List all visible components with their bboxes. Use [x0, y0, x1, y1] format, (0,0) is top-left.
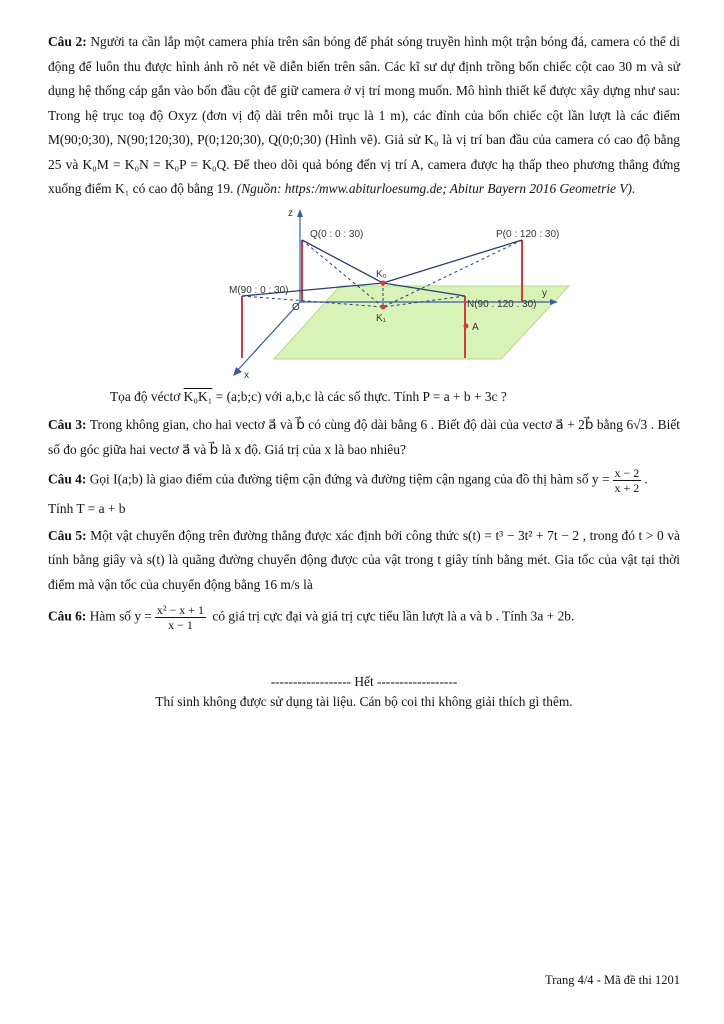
question-2-task: Tọa độ véctơ K₀K₁ = (a;b;c) với a,b,c là các số thực. Tính P = a + b + 3c ?	[110, 388, 507, 404]
label-P: P(0 : 120 : 30)	[496, 228, 560, 240]
question-4-task: Tính T = a + b	[48, 501, 126, 516]
label-y: y	[542, 287, 547, 299]
label-M: M(90 : 0 : 30)	[229, 284, 289, 296]
label-K0: K₀	[376, 268, 387, 280]
label-A: A	[472, 321, 479, 333]
question-3-label: Câu 3:	[48, 417, 87, 432]
label-O: O	[292, 301, 300, 313]
question-4-label: Câu 4:	[48, 471, 87, 487]
point-A	[464, 323, 469, 328]
figure-camera-field	[48, 206, 680, 381]
label-K1: K₁	[376, 312, 387, 324]
cable-K0-Q	[302, 240, 383, 283]
x-arrow-icon	[233, 367, 242, 376]
question-4-fraction: $\frac{x - 2}{x + 2}$	[614, 466, 640, 495]
label-Q: Q(0 : 0 : 30)	[310, 228, 364, 240]
label-x: x	[244, 369, 249, 381]
z-arrow-icon	[297, 209, 303, 217]
question-5-text: Câu 5: Một vật chuyển động trên đường thẳng được xác định bởi công thức s(t) = t³ − 3t² + 7t − 2 , trong đó t > 0 và tính bằng giây và s(t) là quãng đường chuyển động được của vật trong t giây tính bằng mét. Gia tốc của vật tại thời điểm mà vận tốc của chuyển động bằng 16 m/s là	[48, 527, 680, 592]
exam-page	[48, 30, 680, 712]
question-2-text: Câu 2: Người ta cần lắp một camera phía trên sân bóng để phát sóng truyền hình một trận bóng đá, camera có thể di động để luôn thu được hình ảnh rõ nét về diễn biến trên sân. Các kĩ sư dự định trồng bốn chiếc cột cao 30 m và sử dụng hệ thống cáp gắn vào bốn đầu cột để giữ camera ở vị trí mong muốn. Mô hình thiết kế được xây dựng như sau: Trong hệ trục toạ độ Oxyz (đơn vị độ dài trên mỗi trục là 1 m), các đỉnh của bốn chiếc cột lần lượt là các điểm M(90;0;30), N(90;120;30), P(0;120;30), Q(0;0;30) (Hình vẽ). Giả sử K₀ là vị trí ban đầu của camera có cao độ bằng 25 và K₀M = K₀N = K₀P = K₀Q. Để theo dõi quả bóng đến vị trí A, camera được hạ thấp theo phương thẳng đứng xuống điểm K₁ có cao độ bằng 19. (Nguồn: https:/mww.abiturloesumg.de; Abitur Bayern 2016 Geometrie V).	[48, 34, 680, 196]
label-N: N(90 : 120 : 30)	[467, 298, 537, 310]
question-6-text: Câu 6: Hàm số y = $\frac{\text{x² − x + 1}}{x - 1}$ có giá trị cực đại và giá trị cực tiểu lần lượt là a và b . Tính 3a + 2b.	[48, 603, 575, 632]
question-6-label: Câu 6:	[48, 608, 87, 624]
page-number: Trang 4/4 - Mã đề thi 1201	[545, 973, 680, 987]
field-plane	[274, 286, 569, 359]
figure-svg	[48, 206, 680, 381]
end-line: ------------------ Hết ------------------	[270, 674, 458, 689]
cable-K0-P	[383, 240, 522, 283]
question-6-fraction: $\frac{\text{x² − x + 1}}{x - 1}$	[156, 603, 205, 632]
question-2-source: (Nguồn: https:/mww.abiturloesumg.de; Abitur Bayern 2016 Geometrie V).	[236, 181, 636, 196]
label-z: z	[288, 207, 293, 219]
exam-end	[48, 672, 680, 712]
vector-K0K1: K₀K₁	[183, 388, 213, 404]
question-5-label: Câu 5:	[48, 527, 87, 543]
point-K1	[381, 304, 386, 309]
question-2-label: Câu 2:	[48, 34, 87, 49]
x-axis	[236, 302, 300, 372]
question-3-text: Câu 3: Trong không gian, cho hai vectơ a⃗ và b⃗ có cùng độ dài bằng 6 . Biết độ dài của vectơ a⃗ + 2b⃗ bằng 6√3 . Biết số đo góc giữa hai vectơ a⃗ và b⃗ là x độ. Giá trị của x là bao nhiêu?	[48, 417, 680, 457]
question-4-text: Câu 4: Gọi I(a;b) là giao điểm của đường tiệm cận đứng và đường tiệm cận ngang của đồ thị hàm số y = $\frac{x - 2}{x + 2}$ .	[48, 466, 648, 495]
end-note: Thí sinh không được sử dụng tài liệu. Cán bộ coi thi không giải thích gì thêm.	[155, 694, 573, 709]
point-K0	[381, 280, 386, 285]
